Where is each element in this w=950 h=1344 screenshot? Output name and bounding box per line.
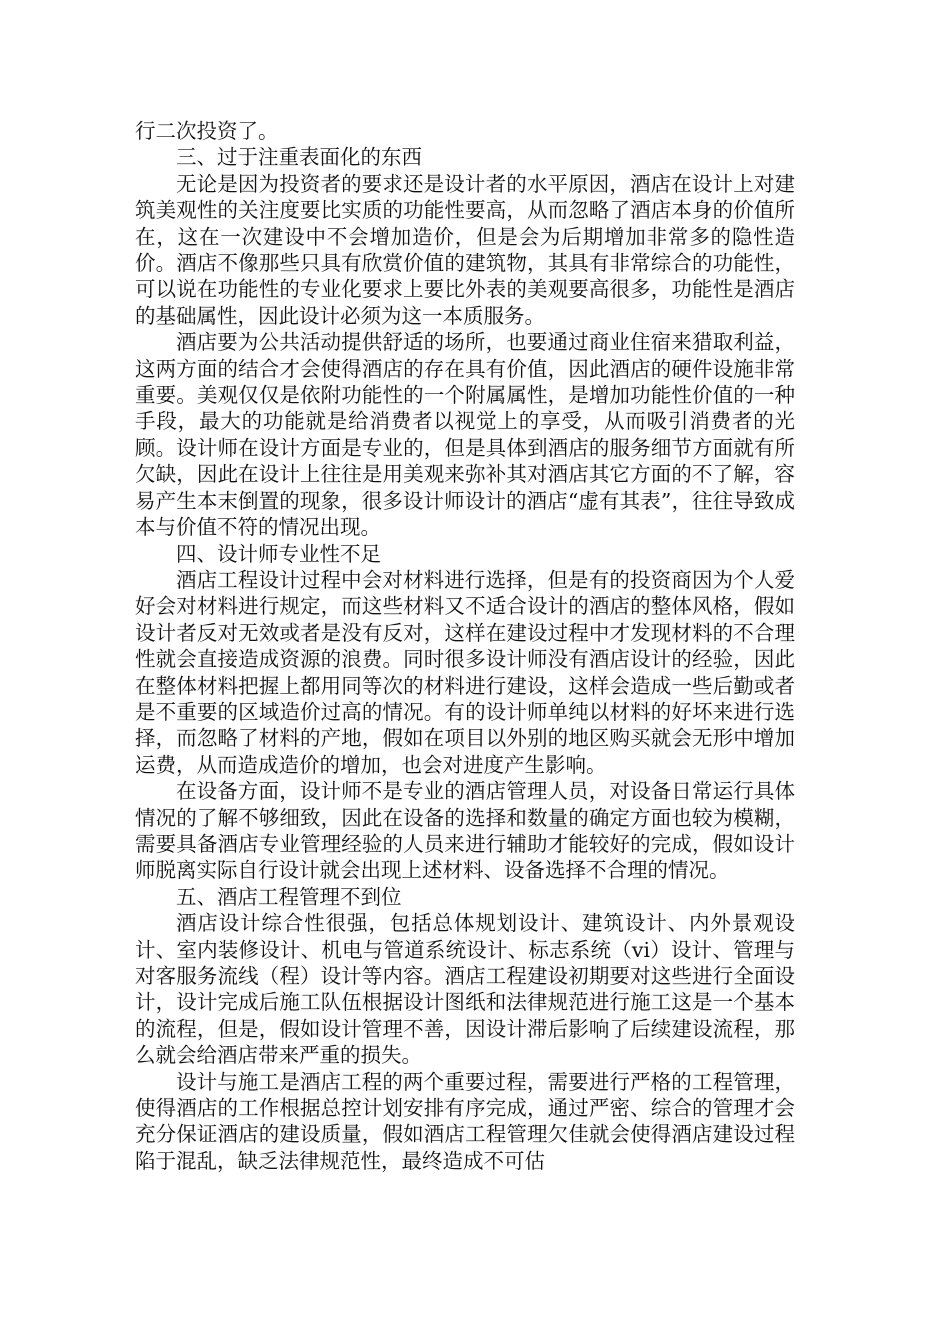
paragraph: 在设备方面，设计师不是专业的酒店管理人员，对设备日常运行具体情况的了解不够细致，因此在设备的选择和数量的确定方面也较为模糊，需要具备酒店专业管理经验的人员来进行辅助才能较好的完成，假如设计师脱离实际自行设计就会出现上述材料、设备选择不合理的情况。	[135, 779, 795, 883]
paragraph: 设计与施工是酒店工程的两个重要过程，需要进行严格的工程管理，使得酒店的工作根据总控计划安排有序完成，通过严密、综合的管理才会充分保证酒店的建设质量，假如酒店工程管理欠佳就会使得酒店建设过程陷于混乱，缺乏法律规范性，最终造成不可估	[135, 1069, 795, 1173]
section-heading-4: 四、设计师专业性不足	[176, 541, 381, 566]
paragraph: 酒店要为公共活动提供舒适的场所，也要通过商业住宿来猎取利益，这两方面的结合才会使得酒店的存在具有价值，因此酒店的硬件设施非常重要。美观仅仅是依附功能性的一个附属属性，是增加功能性价值的一种手段，最大的功能就是给消费者以视觉上的享受，从而吸引消费者的光顾。设计师在设计方面是专业的，但是具体到酒店的服务细节方面就有所欠缺，因此在设计上往往是用美观来弥补其对酒店其它方面的不了解，容易产生本末倒置的现象，很多设计师设计的酒店“虚有其表”，往往导致成本与价值不符的情况出现。	[135, 330, 795, 540]
section-heading-5: 五、酒店工程管理不到位	[176, 884, 402, 909]
paragraph-continuation: 行二次投资了。	[135, 119, 279, 143]
paragraph: 酒店设计综合性很强，包括总体规划设计、建筑设计、内外景观设计、室内装修设计、机电与管道系统设计、标志系统（vi）设计、管理与对客服务流线（程）设计等内容。酒店工程建设初期要对这些进行全面设计，设计完成后施工队伍根据设计图纸和法律规范进行施工这是一个基本的流程，但是，假如设计管理不善，因设计滞后影响了后续建设流程，那么就会给酒店带来严重的损失。	[135, 911, 795, 1068]
document-page	[135, 118, 795, 1174]
paragraph: 酒店工程设计过程中会对材料进行选择，但是有的投资商因为个人爱好会对材料进行规定，而这些材料又不适合设计的酒店的整体风格，假如设计者反对无效或者是没有反对，这样在建设过程中才发现材料的不合理性就会直接造成资源的浪费。同时很多设计师没有酒店设计的经验，因此在整体材料把握上都用同等次的材料进行建设，这样会造成一些后勤或者是不重要的区域造价过高的情况。有的设计师单纯以材料的好坏来进行选择，而忽略了材料的产地，假如在项目以外别的地区购买就会无形中增加运费，从而造成造价的增加，也会对进度产生影响。	[135, 567, 795, 777]
section-heading-3: 三、过于注重表面化的东西	[176, 145, 422, 170]
paragraph: 无论是因为投资者的要求还是设计者的水平原因，酒店在设计上对建筑美观性的关注度要比实质的功能性要高，从而忽略了酒店本身的价值所在，这在一次建设中不会增加造价，但是会为后期增加非常多的隐性造价。酒店不像那些只具有欣赏价值的建筑物，其具有非常综合的功能性，可以说在功能性的专业化要求上要比外表的美观要高很多，功能性是酒店的基础属性，因此设计必须为这一本质服务。	[135, 171, 795, 328]
